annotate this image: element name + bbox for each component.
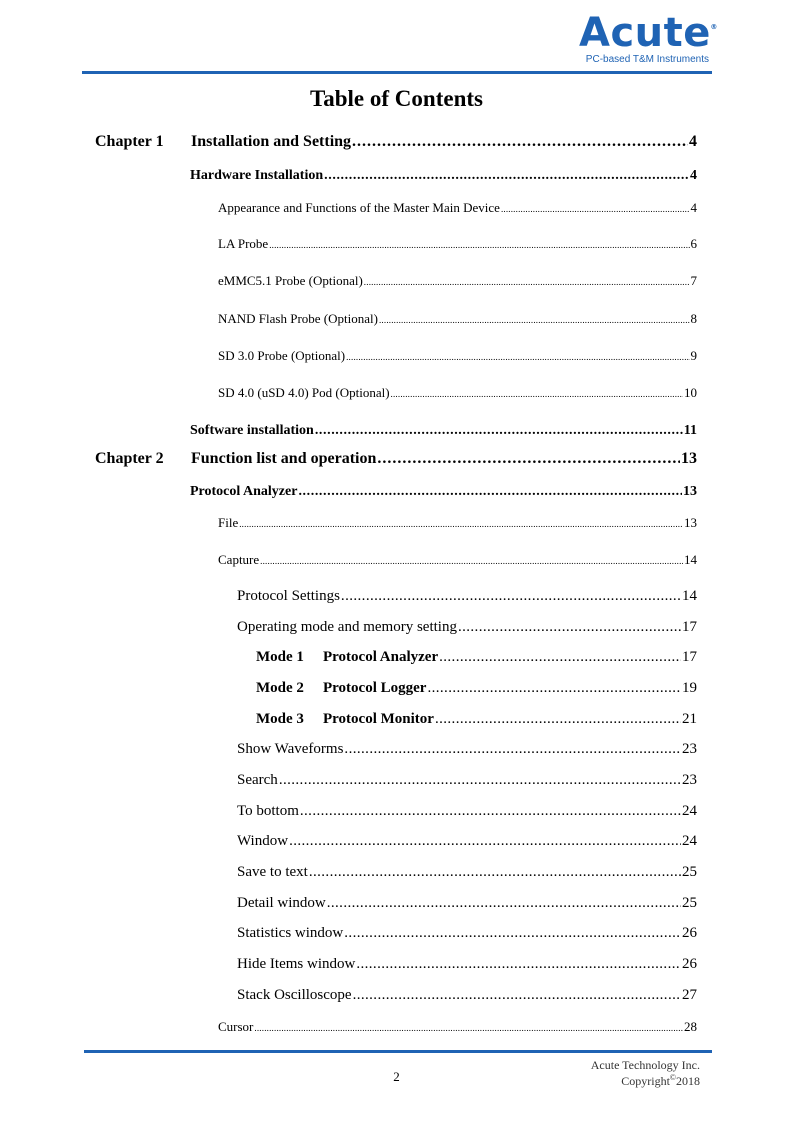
footer-company: Acute Technology Inc. bbox=[590, 1058, 700, 1072]
toc-leader-dots bbox=[344, 925, 681, 942]
toc-leader-dots bbox=[298, 484, 682, 500]
toc-leader-dots bbox=[379, 315, 690, 325]
toc-entry-save-to-text[interactable] bbox=[237, 864, 697, 881]
toc-entry-text: Function list and operation bbox=[191, 450, 377, 467]
toc-page-number: 4 bbox=[690, 168, 697, 183]
toc-entry-hide-items-window[interactable] bbox=[237, 956, 697, 973]
toc-leader-dots bbox=[315, 423, 683, 439]
toc-entry-text: Operating mode and memory setting bbox=[237, 619, 457, 635]
toc-page-number: 10 bbox=[684, 385, 697, 400]
toc-entry-text: To bottom bbox=[237, 803, 299, 819]
toc-page-number: 13 bbox=[684, 515, 697, 530]
toc-entry-file[interactable] bbox=[218, 515, 697, 531]
toc-entry-mode-2[interactable] bbox=[256, 680, 697, 697]
toc-page-number: 4 bbox=[689, 133, 697, 150]
toc-entry-detail-window[interactable] bbox=[237, 895, 697, 912]
toc-leader-dots bbox=[435, 711, 681, 728]
footer-rule bbox=[84, 1050, 712, 1053]
registered-mark: ® bbox=[710, 23, 718, 31]
toc-entry-statistics-window[interactable] bbox=[237, 925, 697, 942]
toc-entry-text: File bbox=[218, 515, 239, 530]
toc-entry-text: Cursor bbox=[218, 1019, 254, 1034]
toc-leader-dots bbox=[353, 987, 681, 1004]
toc-entry-mode-3[interactable] bbox=[256, 711, 697, 728]
toc-leader-dots bbox=[439, 649, 681, 666]
toc-page-number: 11 bbox=[683, 423, 697, 438]
toc-entry-mode-1[interactable] bbox=[256, 649, 697, 666]
toc-entry-protocol-analyzer[interactable] bbox=[190, 484, 697, 500]
header-rule bbox=[82, 71, 712, 74]
toc-leader-dots bbox=[254, 1023, 683, 1033]
toc-leader-dots bbox=[269, 240, 689, 250]
toc-leader-dots bbox=[501, 204, 690, 214]
toc-page-number: 27 bbox=[682, 987, 697, 1003]
toc-entry-text: SD 4.0 (uSD 4.0) Pod (Optional) bbox=[218, 385, 390, 400]
toc-leader-dots bbox=[239, 519, 683, 529]
toc-leader-dots bbox=[377, 450, 680, 468]
toc-leader-dots bbox=[327, 895, 681, 912]
toc-entry-show-waveforms[interactable] bbox=[237, 741, 697, 758]
toc-entry-hardware-installation[interactable] bbox=[190, 168, 697, 184]
toc-entry-text: Appearance and Functions of the Master Main Device bbox=[218, 200, 500, 215]
toc-entry-emmc-probe[interactable] bbox=[218, 273, 697, 289]
toc-leader-dots bbox=[352, 133, 688, 151]
toc-leader-dots bbox=[300, 803, 681, 820]
toc-mode-number: Mode 1 bbox=[256, 649, 304, 665]
toc-entry-text: Hide Items window bbox=[237, 956, 356, 972]
toc-page-number: 17 bbox=[682, 649, 697, 665]
toc-leader-dots bbox=[458, 619, 681, 636]
toc-entry-software-installation[interactable] bbox=[190, 423, 697, 439]
toc-page-number: 23 bbox=[682, 741, 697, 757]
toc-entry-operating-mode[interactable] bbox=[237, 619, 697, 636]
toc-page-number: 24 bbox=[682, 803, 697, 819]
toc-page-number: 13 bbox=[681, 450, 697, 467]
toc-page-number: 25 bbox=[682, 895, 697, 911]
toc-leader-dots bbox=[427, 680, 681, 697]
toc-page-number: 7 bbox=[690, 273, 697, 288]
toc-page-number: 14 bbox=[684, 552, 697, 567]
toc-entry-chapter-2[interactable] bbox=[95, 450, 697, 468]
toc-page-number: 26 bbox=[682, 956, 697, 972]
toc-page-number: 13 bbox=[683, 484, 697, 499]
toc-leader-dots bbox=[356, 956, 681, 973]
toc-page-number: 26 bbox=[682, 925, 697, 941]
toc-entry-stack-oscilloscope[interactable] bbox=[237, 987, 697, 1004]
toc-page-number: 19 bbox=[682, 680, 697, 696]
toc-page-number: 8 bbox=[690, 311, 697, 326]
toc-entry-protocol-settings[interactable] bbox=[237, 588, 697, 605]
toc-entry-text: SD 3.0 Probe (Optional) bbox=[218, 348, 346, 363]
toc-entry-text: LA Probe bbox=[218, 236, 269, 251]
toc-entry-appearance-functions[interactable] bbox=[218, 200, 697, 216]
toc-entry-to-bottom[interactable] bbox=[237, 803, 697, 820]
toc-entry-text: Stack Oscilloscope bbox=[237, 987, 352, 1003]
acute-logo bbox=[579, 10, 718, 66]
toc-entry-sd40-pod[interactable] bbox=[218, 385, 697, 401]
toc-page-number: 21 bbox=[682, 711, 697, 727]
toc-entry-text: NAND Flash Probe (Optional) bbox=[218, 311, 378, 326]
toc-entry-chapter-1[interactable] bbox=[95, 133, 697, 151]
toc-page-number: 14 bbox=[682, 588, 697, 604]
toc-entry-text: Show Waveforms bbox=[237, 741, 344, 757]
toc-entry-cursor[interactable] bbox=[218, 1019, 697, 1035]
toc-page-number: 17 bbox=[682, 619, 697, 635]
logo-wordmark: Acute bbox=[579, 10, 711, 56]
toc-leader-dots bbox=[391, 389, 683, 399]
toc-entry-search[interactable] bbox=[237, 772, 697, 789]
toc-leader-dots bbox=[279, 772, 681, 789]
toc-entry-text: eMMC5.1 Probe (Optional) bbox=[218, 273, 363, 288]
toc-mode-number: Mode 2 bbox=[256, 680, 304, 696]
toc-entry-text: Detail window bbox=[237, 895, 326, 911]
toc-entry-sd30-probe[interactable] bbox=[218, 348, 697, 364]
page-number: 2 bbox=[393, 1069, 400, 1084]
toc-entry-text: Protocol Logger bbox=[323, 680, 427, 696]
toc-chapter-number: Chapter 2 bbox=[95, 450, 164, 467]
toc-leader-dots bbox=[324, 168, 689, 184]
toc-page-number: 23 bbox=[682, 772, 697, 788]
toc-mode-number: Mode 3 bbox=[256, 711, 304, 727]
toc-leader-dots bbox=[364, 277, 690, 287]
toc-entry-text: Window bbox=[237, 833, 289, 849]
toc-entry-text: Search bbox=[237, 772, 278, 788]
toc-page-number: 28 bbox=[684, 1019, 697, 1034]
toc-leader-dots bbox=[344, 741, 681, 758]
toc-entry-text: Installation and Setting bbox=[191, 133, 352, 150]
copyright-mark: © bbox=[669, 1073, 676, 1082]
toc-page-number: 4 bbox=[690, 200, 697, 215]
copyright-year: 2018 bbox=[676, 1074, 700, 1088]
toc-entry-nand-flash-probe[interactable] bbox=[218, 311, 697, 327]
page-title: Table of Contents bbox=[310, 86, 483, 111]
toc-entry-text: Protocol Monitor bbox=[323, 711, 434, 727]
toc-entry-capture[interactable] bbox=[218, 552, 697, 568]
toc-leader-dots bbox=[346, 352, 689, 362]
toc-entry-text: Save to text bbox=[237, 864, 308, 880]
toc-entry-text: Capture bbox=[218, 552, 260, 567]
toc-leader-dots bbox=[260, 556, 683, 566]
toc-page-number: 9 bbox=[690, 348, 697, 363]
toc-leader-dots bbox=[341, 588, 681, 605]
toc-entry-text: Protocol Analyzer bbox=[323, 649, 439, 665]
toc-leader-dots bbox=[309, 864, 681, 881]
toc-entry-window[interactable] bbox=[237, 833, 697, 850]
toc-entry-la-probe[interactable] bbox=[218, 236, 697, 252]
footer-copyright bbox=[621, 1073, 700, 1089]
toc-entry-text: Statistics window bbox=[237, 925, 344, 941]
toc-leader-dots bbox=[289, 833, 681, 850]
toc-entry-text: Protocol Settings bbox=[237, 588, 340, 604]
toc-entry-text: Hardware Installation bbox=[190, 168, 324, 183]
toc-entry-text: Protocol Analyzer bbox=[190, 484, 298, 499]
logo-tagline: PC-based T&M Instruments bbox=[585, 54, 709, 65]
copyright-word: Copyright bbox=[621, 1074, 670, 1088]
toc-chapter-number: Chapter 1 bbox=[95, 133, 164, 150]
toc-page-number: 25 bbox=[682, 864, 697, 880]
toc-entry-text: Software installation bbox=[190, 423, 314, 438]
toc-page-number: 6 bbox=[690, 236, 697, 251]
toc-page-number: 24 bbox=[682, 833, 697, 849]
